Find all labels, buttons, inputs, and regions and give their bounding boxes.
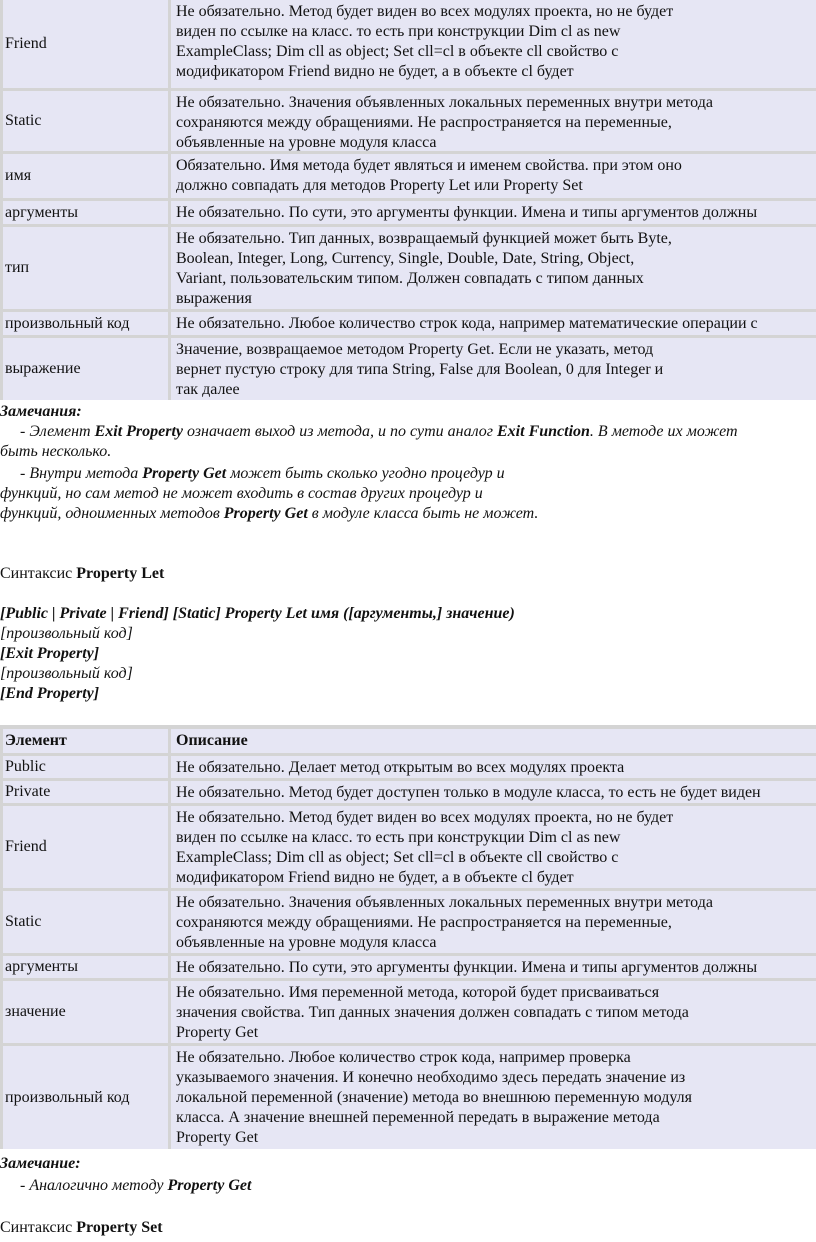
description-cell: Не обязательно. Метод будет виден во всех модулях проекта, но не будет виден по ссылке на класс. то есть при конструкции Dim cl as new ExampleClass; Dim cll as object; Set cll=cl в объекте cll свойство с модификатором Friend видно не будет, а в объекте cl будет	[171, 806, 816, 888]
element-name-cell: Friend	[3, 0, 168, 88]
table-row	[0, 981, 816, 1043]
note-line: функций, но сам метод не может входить в состав других процедур и	[0, 485, 483, 502]
note-text: - Элемент	[20, 423, 95, 440]
section-title: Property Set	[76, 1219, 163, 1236]
table-row	[0, 0, 816, 88]
table-row	[0, 891, 816, 953]
description-cell: Не обязательно. Значения объявленных локальных переменных внутри метода сохраняются между обращениями. Не распространяется на переменные, объявленные на уровне модуля класса	[171, 891, 816, 953]
table-row	[0, 201, 816, 224]
note-text: функций, одноименных методов	[0, 505, 224, 522]
section-prefix: Синтаксис	[0, 1219, 77, 1236]
element-name-cell: Public	[3, 756, 168, 778]
note-text: - Внутри метода	[20, 465, 143, 482]
table-header-row	[0, 729, 816, 753]
description-cell: Обязательно. Имя метода будет являться и именем свойства. при этом оно должно совпадать для методов Property Let или Property Set	[171, 154, 816, 198]
syntax-line: [Public | Private | Friend] [Static] Property Let имя ([аргументы,] значение)	[0, 605, 515, 622]
element-name-cell: Private	[3, 781, 168, 803]
note-line	[20, 422, 816, 442]
element-name-cell: значение	[3, 981, 168, 1043]
note-text: в модуле класса быть не может.	[307, 505, 539, 522]
description-cell: Не обязательно. Делает метод открытым во всех модулях проекта	[171, 756, 816, 778]
description-cell: Не обязательно. Любое количество строк кода, например проверка указываемого значения. И конечно необходимо здесь передать значение из локальной переменной (значение) метода во внешнюю переменную модуля класса. А значение внешней переменной передать в выражение метода Property Get	[171, 1046, 816, 1149]
table-row	[0, 956, 816, 978]
properties-table-get	[0, 0, 816, 400]
description-cell: Не обязательно. Значения объявленных локальных переменных внутри метода сохраняются между обращениями. Не распространяется на переменные, объявленные на уровне модуля класса	[171, 91, 816, 151]
note-text: означает выход из метода, и по сути аналог	[183, 423, 497, 440]
table-row	[0, 756, 816, 778]
description-cell: Не обязательно. Любое количество строк кода, например математические операции с	[171, 312, 816, 335]
element-name-cell: Static	[3, 91, 168, 151]
note-text: . В методе их может	[589, 423, 738, 440]
note-heading: Замечание:	[0, 1155, 81, 1172]
keyword: Exit Property	[94, 423, 184, 440]
table-row	[0, 806, 816, 888]
note-line	[20, 1176, 816, 1196]
note-line	[0, 504, 816, 524]
header-element: Элемент	[3, 729, 168, 753]
element-name-cell: выражение	[3, 338, 168, 400]
section-title: Property Let	[76, 565, 165, 582]
table-row	[0, 227, 816, 309]
keyword: Property Get	[223, 505, 308, 522]
element-name-cell: произвольный код	[3, 312, 168, 335]
notes-heading: Замечания:	[0, 403, 82, 420]
section-heading-property-set	[0, 1218, 816, 1238]
description-cell: Не обязательно. Метод будет виден во всех модулях проекта, но не будет виден по ссылке на класс. то есть при конструкции Dim cl as new ExampleClass; Dim cll as object; Set cll=cl в объекте cll свойство с модификатором Friend видно не будет, а в объекте cl будет	[171, 0, 816, 88]
element-name-cell: аргументы	[3, 201, 168, 224]
table-row	[0, 312, 816, 335]
table-row	[0, 781, 816, 803]
element-name-cell: аргументы	[3, 956, 168, 978]
description-cell: Не обязательно. Имя переменной метода, которой будет присваиваться значения свойства. Тип данных значения должен совпадать с типом метода Property Get	[171, 981, 816, 1043]
header-description: Описание	[171, 729, 816, 753]
syntax-line: [произвольный код]	[0, 625, 133, 642]
table-row	[0, 154, 816, 198]
note-text: может быть сколько угодно процедур и	[226, 465, 505, 482]
table-row	[0, 338, 816, 400]
syntax-line: [End Property]	[0, 685, 100, 702]
description-cell: Не обязательно. Тип данных, возвращаемый функцией может быть Byte, Boolean, Integer, Long, Currency, Single, Double, Date, String, Object, Variant, пользовательским типом. Должен совпадать с типом данных выражения	[171, 227, 816, 309]
properties-table-let	[0, 725, 816, 1149]
element-name-cell: тип	[3, 227, 168, 309]
description-cell: Значение, возвращаемое методом Property Get. Если не указать, метод вернет пустую строку для типа String, False для Boolean, 0 для Integer и так далее	[171, 338, 816, 400]
table-row	[0, 91, 816, 151]
keyword: Exit Function	[497, 423, 590, 440]
section-prefix: Синтаксис	[0, 565, 77, 582]
syntax-line: [произвольный код]	[0, 665, 133, 682]
description-cell: Не обязательно. По сути, это аргументы функции. Имена и типы аргументов должны	[171, 201, 816, 224]
note-line: быть несколько.	[0, 443, 112, 460]
note-line	[20, 464, 816, 484]
keyword: Property Get	[142, 465, 227, 482]
element-name-cell: имя	[3, 154, 168, 198]
table-row	[0, 1046, 816, 1149]
syntax-line: [Exit Property]	[0, 645, 100, 662]
element-name-cell: произвольный код	[3, 1046, 168, 1149]
element-name-cell: Friend	[3, 806, 168, 888]
note-text: - Аналогично методу	[20, 1177, 168, 1194]
description-cell: Не обязательно. Метод будет доступен только в модуле класса, то есть не будет виден	[171, 781, 816, 803]
element-name-cell: Static	[3, 891, 168, 953]
keyword: Property Get	[167, 1177, 252, 1194]
section-heading-property-let	[0, 564, 816, 584]
description-cell: Не обязательно. По сути, это аргументы функции. Имена и типы аргументов должны	[171, 956, 816, 978]
